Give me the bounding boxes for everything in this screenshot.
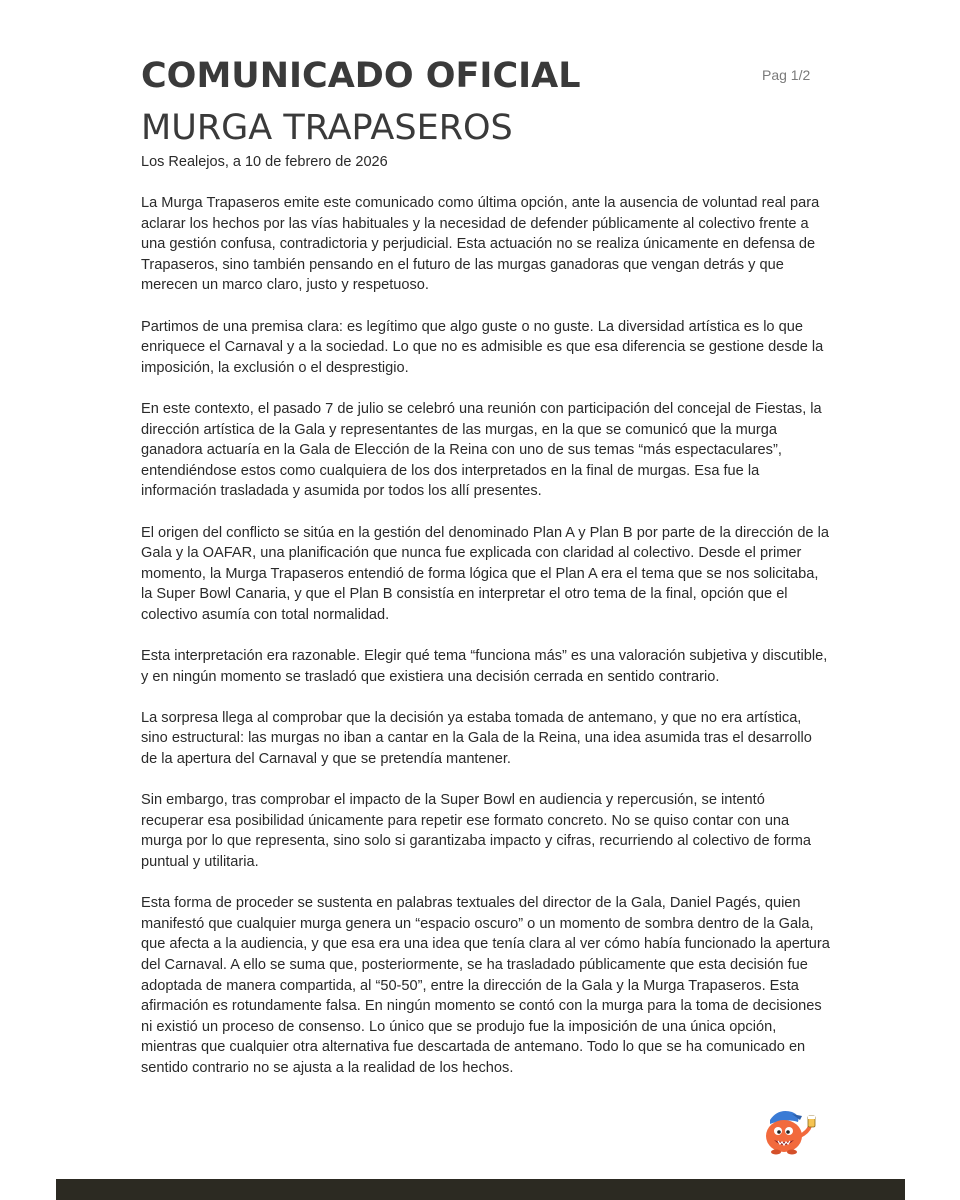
dateline: Los Realejos, a 10 de febrero de 2026 bbox=[141, 154, 388, 170]
footer-bar bbox=[56, 1179, 905, 1200]
paragraph: Partimos de una premisa clara: es legítimo que algo guste o no guste. La diversidad artística es lo que enriquece el Carnaval y a la sociedad. Lo que no es admisible es que esa diferencia se gestione desde la imposición, la exclusión o el desprestigio. bbox=[141, 318, 824, 376]
page-number: Pag 1/2 bbox=[762, 67, 811, 83]
murga-mascot-icon bbox=[756, 1106, 822, 1156]
document-body bbox=[141, 193, 831, 1099]
document-title: COMUNICADO OFICIAL bbox=[141, 56, 581, 96]
paragraph: El origen del conflicto se sitúa en la gestión del denominado Plan A y Plan B por parte de la dirección de la Gala y la OAFAR, una planificación que nunca fue explicada con claridad al colectivo. Desde el primer momento, la Murga Trapaseros entendió de forma lógica que el Plan A era el tema que se nos solicitaba, la Super Bowl Canaria, y que el Plan B consistía en interpretar el otro tema de la final, opción que el colectivo asumía con total normalidad. bbox=[141, 524, 829, 623]
paragraph: La sorpresa llega al comprobar que la decisión ya estaba tomada de antemano, y que no era artística, sino estructural: las murgas no iban a cantar en la Gala de la Reina, una idea asumida tras el desarrollo de la apertura del Carnaval y que se pretendía mantener. bbox=[141, 709, 812, 768]
paragraph: Esta interpretación era razonable. Elegir qué tema “funciona más” es una valoración subjetiva y discutible, y en ningún momento se trasladó que existiera una decisión cerrada en sentido contrario. bbox=[141, 648, 828, 685]
paragraph: En este contexto, el pasado 7 de julio se celebró una reunión con participación del concejal de Fiestas, la dirección artística de la Gala y representantes de las murgas, en la que se comunicó que la murga ganadora actuaría en la Gala de Elección de la Reina con uno de sus temas “más espectaculares”, entendiéndose estos como cualquiera de los dos interpretados en la final de murgas. Esa fue la información trasladada y asumida por todos los allí presentes. bbox=[141, 400, 822, 500]
paragraph: La Murga Trapaseros emite este comunicado como última opción, ante la ausencia de voluntad real para aclarar los hechos por las vías habituales y la necesidad de defender públicamente al colectivo frente a una gestión confusa, contradictoria y perjudicial. Esta actuación no se realiza únicamente en defensa de Trapaseros, sino también pensando en el futuro de las murgas ganadoras que vengan detrás y que merecen un marco claro, justo y respetuoso. bbox=[141, 195, 820, 294]
document-subtitle: MURGA TRAPASEROS bbox=[141, 108, 513, 148]
paragraph: Sin embargo, tras comprobar el impacto de la Super Bowl en audiencia y repercusión, se intentó recuperar esa posibilidad únicamente para repetir ese formato concreto. No se quiso contar con una murga por lo que representa, sino solo si garantizaba impacto y cifras, recurriendo al colectivo de forma puntual y utilitaria. bbox=[141, 792, 812, 870]
paragraph: Esta forma de proceder se sustenta en palabras textuales del director de la Gala, Daniel Pagés, quien manifestó que cualquier murga genera un “espacio oscuro” o un momento de sombra dentro de la Gala, que afecta a la audiencia, y que esa era una idea que tenía clara al ver cómo había funcionado la apertura del Carnaval. A ello se suma que, posteriormente, se ha trasladado públicamente que esta decisión fue adoptada de manera compartida, al “50-50”, entre la dirección de la Gala y la Murga Trapaseros. Esta afirmación es rotundamente falsa. En ningún momento se contó con la murga para la toma de decisiones ni existió un proceso de consenso. Lo único que se produjo fue la imposición de una única opción, mientras que cualquier otra alternativa fue descartada de antemano. Todo lo que se ha comunicado en sentido contrario no se ajusta a la realidad de los hechos. bbox=[141, 895, 830, 1076]
